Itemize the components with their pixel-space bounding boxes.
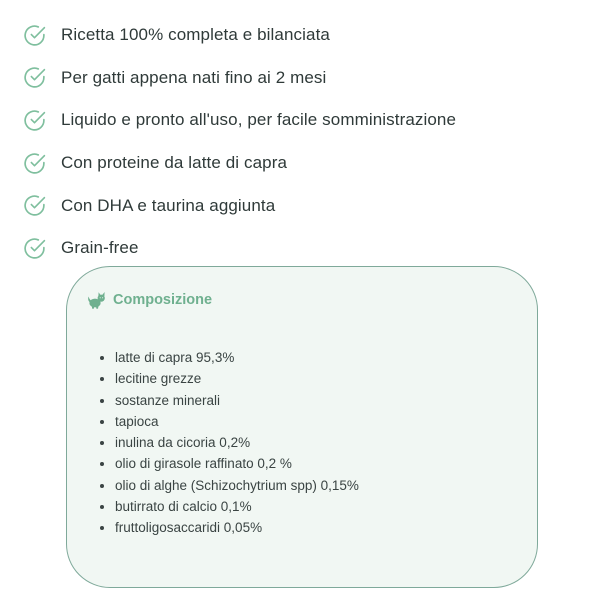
feature-text: Liquido e pronto all'uso, per facile somministrazione xyxy=(61,110,457,130)
ingredient-item: • sostanze minerali xyxy=(115,390,359,411)
feature-text: Grain-free xyxy=(61,238,139,258)
composition-header xyxy=(87,291,212,309)
feature-text: Con proteine da latte di capra xyxy=(61,153,288,173)
feature-item xyxy=(22,142,582,185)
check-circle-icon xyxy=(22,151,47,176)
ingredient-item: • lecitine grezze xyxy=(115,368,359,389)
feature-list xyxy=(22,14,582,270)
ingredient-item: • inulina da cicoria 0,2% xyxy=(115,432,359,453)
ingredient-item: • olio di girasole raffinato 0,2 % xyxy=(115,453,359,474)
cat-icon xyxy=(87,291,107,309)
check-circle-icon xyxy=(22,108,47,133)
check-circle-icon xyxy=(22,236,47,261)
feature-text: Ricetta 100% completa e bilanciata xyxy=(61,25,330,45)
check-circle-icon xyxy=(22,193,47,218)
composition-card xyxy=(66,266,538,588)
feature-item xyxy=(22,99,582,142)
ingredient-item: • tapioca xyxy=(115,411,359,432)
feature-item xyxy=(22,227,582,270)
feature-text: Con DHA e taurina aggiunta xyxy=(61,195,276,215)
ingredient-list xyxy=(99,347,359,539)
ingredient-item: • olio di alghe (Schizochytrium spp) 0,15% xyxy=(115,475,359,496)
feature-item xyxy=(22,184,582,227)
check-circle-icon xyxy=(22,65,47,90)
check-circle-icon xyxy=(22,23,47,48)
ingredient-item: • fruttoligosaccaridi 0,05% xyxy=(115,517,359,538)
feature-item xyxy=(22,57,582,100)
feature-text: Per gatti appena nati fino ai 2 mesi xyxy=(61,67,327,87)
ingredient-item: • butirrato di calcio 0,1% xyxy=(115,496,359,517)
ingredient-item: • latte di capra 95,3% xyxy=(115,347,359,368)
composition-title: Composizione xyxy=(113,292,213,308)
feature-item xyxy=(22,14,582,57)
